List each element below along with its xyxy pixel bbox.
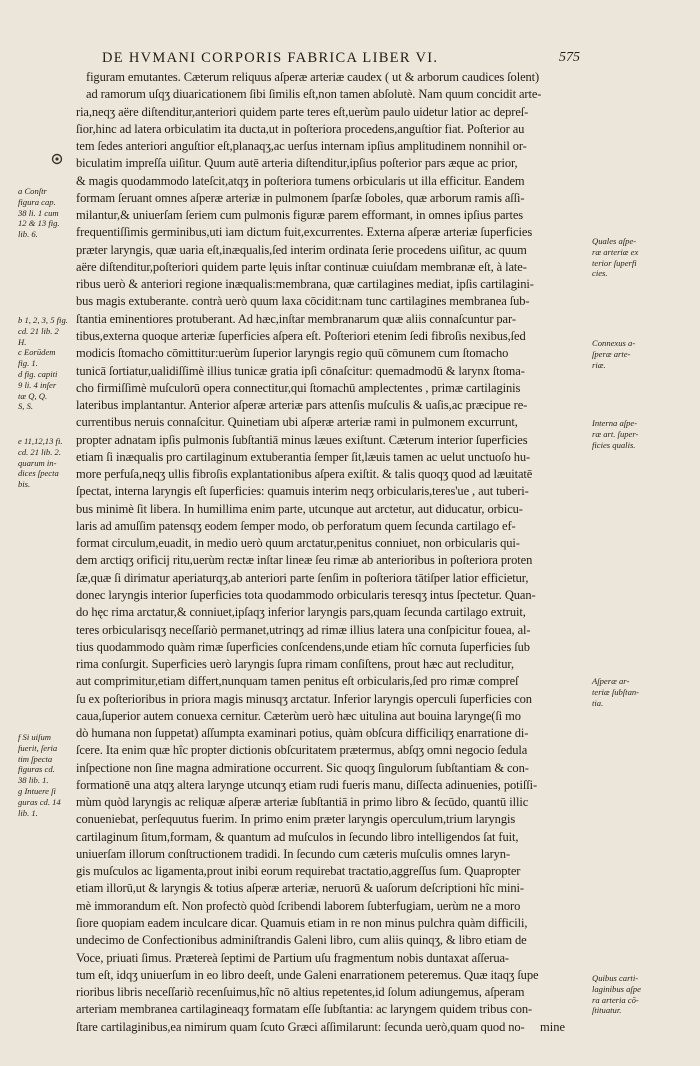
text-line: caua,ſuperior autem conuexa cernitur. Cæterùm uerò hæc uitulina aut bouina larynge(ſi mo	[76, 708, 521, 723]
left-margin-note: b 1, 2, 3, 5 fig. cd. 21 lib. 2 H. c Eorūdem fig. 1. d fig. capiti 9 li. 4 inſer tæ Q, Q. S, S.	[18, 315, 68, 412]
text-line: format circulum,euadit, in medio uerò quum arctatur,penitus conniuet, non orbicularis qui-	[76, 536, 520, 551]
right-margin-note: Quales aſpe- ræ arteriæ ex terior ſuperfi cies.	[592, 236, 639, 279]
text-line: laris ad amuſſim patensqʒ eodem ſemper modo, ob perforatum quem ſecunda cartilago ef-	[76, 518, 516, 533]
text-line: uniuerſam illorum conſtructionem tradidi. In ſecundo cum cæteris muſculis omnes laryn-	[76, 846, 511, 861]
catchword: mine	[540, 1020, 565, 1034]
text-line: rima conſurgit. Superficies uerò laryngis ſupra rimam conſiſtens, prout hæc aut recluditur,	[76, 657, 514, 672]
text-line: ſæ,quæ ſi dirimatur aperiaturqʒ,ab anteriori parte ſenſim in poſteriora tātiſper latior efficietur,	[76, 570, 529, 585]
right-margin-note: Interna aſpe- ræ art. ſuper- ficies qualis.	[592, 418, 639, 450]
text-line: etiam ſi inæqualis pro cartilaginum extuberantia ſemper ſit,læuis tamen ac uelut unctuoſo hu-	[76, 449, 531, 464]
text-line: more perfuſa,neqʒ ullis fibroſis explantationibus aſpera exiſtit. & talis quoqʒ quod ad læuitatē	[76, 467, 533, 482]
left-margin-note: e 11,12,13 fi. cd. 21 lib. 2. quarum in- dices ſpecta bis.	[18, 436, 63, 490]
text-line: bus magis extuberante. contrà uerò quum laxa cōcidit:nam tunc cartilagines membranea ſub-	[76, 294, 530, 309]
text-line: ſtare cartilaginibus,ea nimirum quam ſcuto Græci aſſimilarunt: ſecunda uerò,quam quod no-	[76, 1019, 525, 1034]
text-line: rioribus libris neceſſariò recenſuimus,hîc nō altius repetentes,id ſolum adiungemus, aſperam	[76, 985, 525, 1000]
text-line: & magis quodammodo lateſcit,atqʒ in poſteriora tumens orbicularis ut illa efficitur. Eandem	[76, 173, 525, 188]
text-line: mè immorandum eſt. Non profectò quòd ſcribendi laborem ſubterfugiam, uerùm ne a moro	[76, 898, 521, 913]
text-line: inſpectione non ſine magna admiratione occurrent. Sic quoqʒ ſingulorum ſubſtantiam & con-	[76, 760, 529, 775]
page-number: 575	[559, 50, 580, 65]
right-margin-note: Connexus a- ſperæ arte- riæ.	[592, 338, 636, 370]
text-line: tunicā ſortiatur,ualidiſſimè illius tunicæ gratia ipſi cōnaſcitur: quemadmodū & larynx ſtoma-	[76, 363, 525, 378]
left-margin-note: f Si uiſum fuerit, ſeria tim ſpecta figuras cd. 38 lib. 1. g Intuere ſi guras cd. 14 lib. 1.	[18, 732, 61, 818]
text-line: tem ſedes anteriori anguſtior eſt,planaqʒ,ac uerſus internam ipſius amplitudinem nonnihil or-	[76, 139, 527, 154]
page-header	[90, 50, 580, 70]
right-margin-note: Quibus carti- laginibus aſpe ra arteria cō- ſtituatur.	[592, 973, 641, 1016]
text-line: modicis ſtomacho cōmittitur:uerùm ſuperior laryngis regio quū cōmunem cum ſtomacho	[76, 346, 509, 361]
text-line: gis muſculos ac ligamenta,prout inibi eorum requirebat tractatio,aggreſſus ſum. Quapropter	[76, 864, 521, 879]
text-line: ria,neqʒ aëre diſtenditur,anteriori quidem parte teres eſt,uerùm paulo uidetur latior ac depreſ-	[76, 104, 529, 119]
text-line: præter laryngis, quæ uaria eſt,inæqualis,ſed interim ordinata ſerie procedens uiſitur, ac quum	[76, 242, 527, 257]
text-line: tum eſt, idqʒ uniuerſum in eo libro deeſt, unde Galeni enarrationem peteremus. Quæ itaqʒ ſupe	[76, 967, 539, 982]
text-line: conueniebat, perſequutus fuerim. In primo enim præter laryngis operculum,trium laryngis	[76, 812, 516, 827]
text-line: cho firmiſſimè muſculorū opera connectitur,qui ſtomachū amplectentes , primæ cartilaginis	[76, 380, 521, 395]
text-line: ribus uerò & anteriori regione inæqualis:membrana, quæ cartilagines mediat, ipſis cartilagini-	[76, 277, 534, 292]
text-line: Voce, priuati ſimus. Prætereà ſeptimi de Partium uſu fragmentum nobis duntaxat aſſerua-	[76, 950, 509, 965]
text-line: arteriam membranea cartilagineaqʒ formatam eſſe ſubſtantia: ac laryngem quidem tribus con-	[76, 1002, 533, 1017]
text-line: tibus,externa quoque arteriæ ſuperficies aſpera eſt. Poſteriori etenim ſedi fibroſis nexibus,ſed	[76, 328, 526, 343]
text-line: figuram emutantes. Cæterum reliquus aſperæ arteriæ caudex ( ut & arborum caudices ſolent)	[86, 70, 540, 84]
text-line: ſiore quopiam eadem inculcare dicar. Quamuis etiam in re non minus pulchra quàm difficili,	[76, 916, 528, 931]
text-line: propter adnatam ipſis pulmonis ſubſtantiā minus læues exiſtunt. Cæterum interior ſuperficies	[76, 432, 528, 447]
text-line: milantur,& uniuerſam ſeriem cum pulmonis figuræ parem efformant, in omnes ipſius partes	[76, 208, 524, 223]
text-line: etiam illorū,ut & laryngis & totius aſperæ arteriæ, neruorū & uaſorum deſcriptioni hîc mini-	[76, 881, 524, 896]
text-line: biculatim impreſſa uiſitur. Quum autē arteria diſtenditur,ipſius poſterior pars æque ac prior,	[76, 156, 518, 171]
left-margin-note: a Conſtr figura cap. 38 li. 1 cum 12 & 13 fig. lib. 6.	[18, 186, 60, 240]
body-text	[76, 69, 580, 1036]
text-line: ſior,hinc ad latera orbiculatim ita ducta,ut in poſteriora procedens,anguſtior fiat. Poſterior au	[76, 121, 525, 136]
text-line: tius quodammodo quàm rimæ ſuperficies conſcendens,unde etiam hîc cornuta ſuperficies ſub	[76, 639, 530, 654]
right-margin-note: Aſperæ ar- teriæ ſubſtan- tia.	[592, 676, 640, 708]
text-line: cartilaginum ſitum,formam, & quantum ad muſculos in ſecundo libro intelligendos ſat fuit,	[76, 829, 519, 844]
text-line: aëre diſtenditur,poſteriori quidem parte lęuis inſtar continuæ cuiuſdam membranæ eſt, à late-	[76, 259, 527, 274]
text-line: ſtantia eminentiores protuberant. Ad hæc,inſtar membranarum quæ aliis connaſcuntur par-	[76, 311, 516, 326]
text-line: frequentiſſimis germinibus,uti iam dictum fuit,excurrentes. Externa aſperæ arteriæ ſuperficies	[76, 225, 533, 240]
text-line: ſcere. Ita enim quæ hîc propter dictionis obſcuritatem prætermus, abſqʒ omni negocio ſedula	[76, 743, 528, 758]
text-line: bus minimè ſit libera. In humillima enim parte, utcunque aut arctetur, aut diducatur, orbicu-	[76, 501, 523, 516]
running-title: DE HVMANI CORPORIS FABRICA LIBER VI.	[102, 50, 439, 66]
text-line: lateribus implantantur. Anterior aſperæ arteriæ pars attenſis muſculis & uaſis,ac præcipue re-	[76, 398, 528, 413]
text-line: do hęc rima arctatur,& conniuet,ipſaqʒ inferior laryngis pars,quam ſecunda cartilago extruit,	[76, 605, 526, 620]
text-line: donec laryngis interior ſuperficies tota quodammodo orbicularis teresqʒ intus ſpectetur. Quan-	[76, 587, 536, 602]
text-line: undecimo de Confectionibus adminiſtrandis Galeni libro, cum aliis quinqʒ, & libro etiam de	[76, 933, 527, 948]
text-line: ad ramorum uſqʒ diuaricationem ſibi ſimilis eſt,non tamen abſolutè. Nam quum concidit arte-	[86, 87, 542, 102]
text-line: teres orbicularisqʒ neceſſariò permanet,utrinqʒ ad rimæ illius latera una conſpicitur fouea, al-	[76, 622, 531, 637]
text-line: dem arctiqʒ orificij ritu,uerùm rectæ inſtar lineæ ſeu rimæ ab anterioribus in poſteriora proten	[76, 553, 533, 568]
text-line: ſu ex poſterioribus in priora magis minusqʒ arctatur. Inferior laryngis operculi ſuperficies con	[76, 691, 532, 706]
text-line: dò humana non ſuppetat) aſſumpta examinari potius, quàm obſcura difficiliqʒ enarratione di-	[76, 726, 529, 741]
text-line: mùm quòd laryngis ac reliquæ aſperæ arteriæ ſubſtantiā in primo libro & ſecūdo, quantū illic	[76, 795, 529, 810]
hand-pointer-icon	[50, 152, 64, 166]
text-line: formationē una atqʒ altera larynge utcunqʒ etiam rudi fueris manu, diſſecta adinuenies, potiſſi-	[76, 777, 538, 792]
text-line: currentibus neruis connaſcitur. Quinetiam ubi aſperæ arteriæ rami in pulmonem excurrunt,	[76, 415, 518, 430]
text-line: ſpectat, interna laryngis eſt ſuperficies: quamuis interim neqʒ orbicularis,teres'ue , aut tuberi-	[76, 484, 529, 499]
text-line: formam ſeruant omnes aſperæ arteriæ in pulmonem ſparſæ ſoboles, quæ arborum ramis aſſi-	[76, 190, 525, 205]
text-line: aut comprimitur,etiam differt,nunquam tamen penitus eſt orbicularis,ſed pro rimæ compreſ	[76, 674, 519, 689]
